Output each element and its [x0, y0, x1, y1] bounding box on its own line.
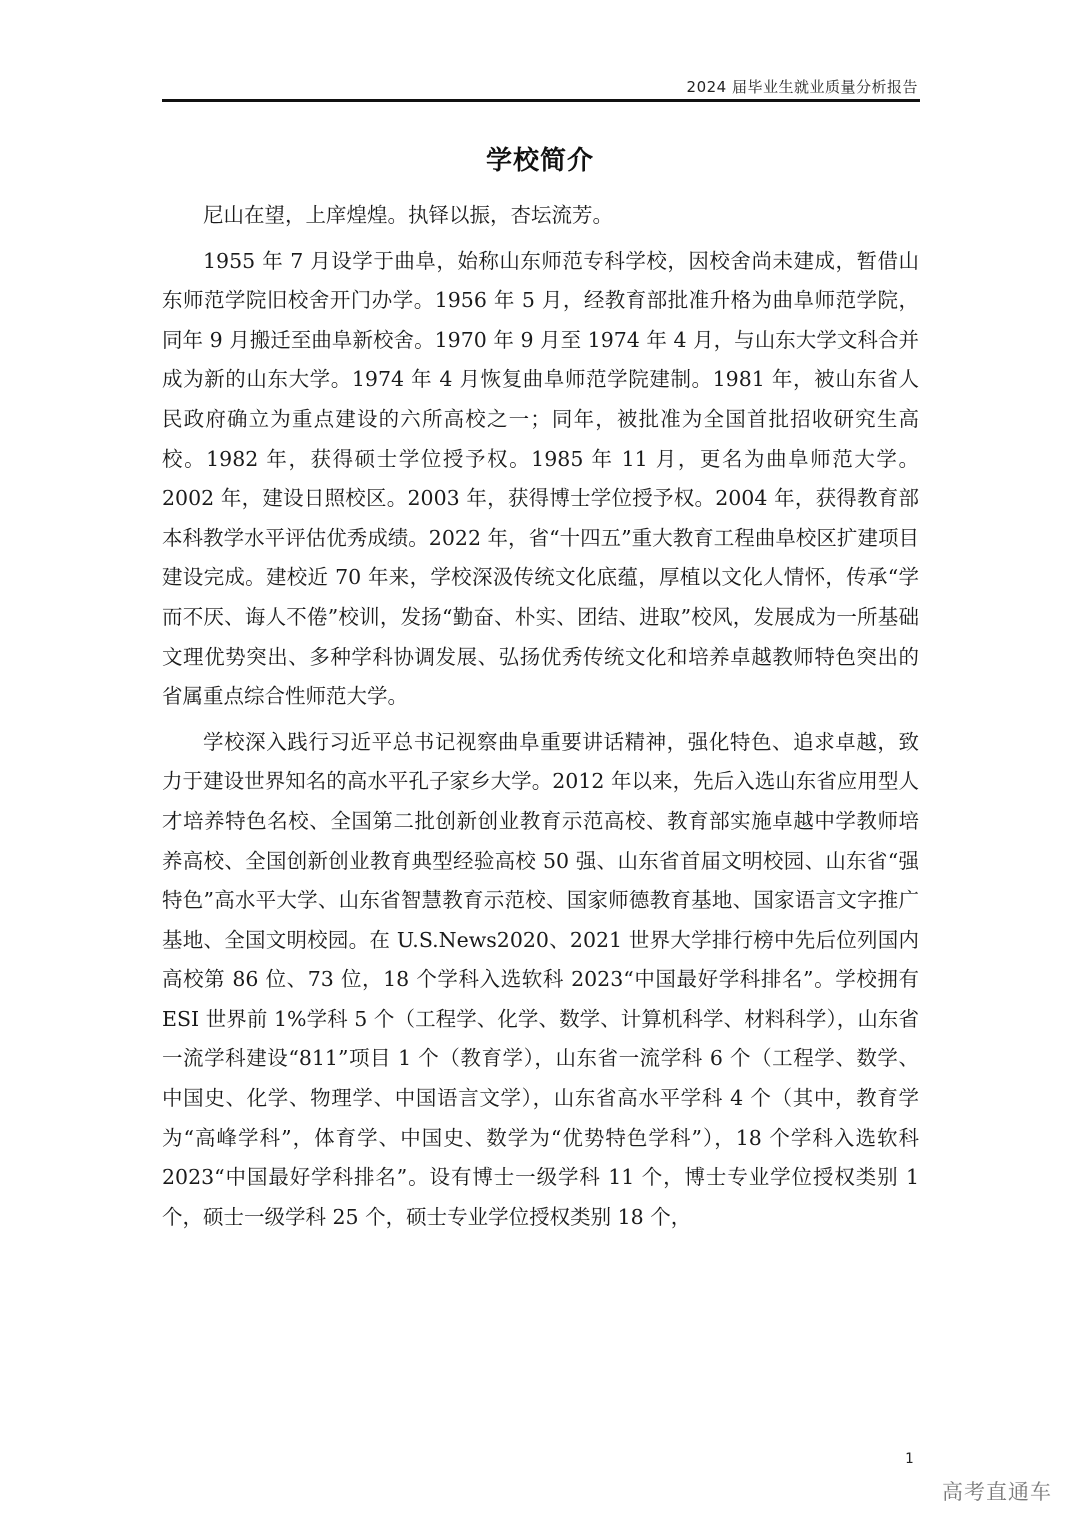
watermark: 高考直通车: [942, 1480, 1052, 1504]
header-divider: [162, 99, 920, 102]
page-number: 1: [905, 1451, 914, 1467]
paragraph-motto: 尼山在望，上庠煌煌。执铎以振，杏坛流芳。: [203, 203, 613, 227]
running-header: 2024 届毕业生就业质量分析报告: [686, 78, 918, 96]
section-title: 学校简介: [485, 146, 594, 176]
body-text: [162, 196, 919, 1243]
paragraph-history: 1955 年 7 月设学于曲阜，始称山东师范专科学校，因校舍尚未建成，暂借山东师范学院旧校舍开门办学。1956 年 5 月，经教育部批准升格为曲阜师范学院，同年 9 月搬迁至曲阜新校舍。1970 年 9 月至 1974 年 4 月，与山东大学文科合并成为新的山东大学。1974 年 4 月恢复曲阜师范学院建制。1981 年，被山东省人民政府确立为重点建设的六所高校之一；同年，被批准为全国首批招收研究生高校。1982 年，获得硕士学位授予权。1985 年 11 月，更名为曲阜师范大学。2002 年，建设日照校区。2003 年，获得博士学位授予权。2004 年，获得教育部本科教学水平评估优秀成绩。2022 年，省“十四五”重大教育工程曲阜校区扩建项目建设完成。建校近 70 年来，学校深汲传统文化底蕴，厚植以文化人情怀，传承“学而不厌、诲人不倦”校训，发扬“勤奋、朴实、团结、进取”校风，发展成为一所基础文理优势突出、多种学科协调发展、弘扬优秀传统文化和培养卓越教师特色突出的省属重点综合性师范大学。: [162, 248, 919, 709]
paragraph-achievements: 学校深入践行习近平总书记视察曲阜重要讲话精神，强化特色、追求卓越，致力于建设世界知名的高水平孔子家乡大学。2012 年以来，先后入选山东省应用型人才培养特色名校、全国第二批创新创业教育示范高校、教育部实施卓越中学教师培养高校、全国创新创业教育典型经验高校 50 强、山东省首届文明校园、山东省“强特色”高水平大学、山东省智慧教育示范校、国家师德教育基地、国家语言文字推广基地、全国文明校园。在 U.S.News2020、2021 世界大学排行榜中先后位列国内高校第 86 位、73 位，18 个学科入选软科 2023“中国最好学科排名”。学校拥有 ESI 世界前 1%学科 5 个（工程学、化学、数学、计算机科学、材料科学），山东省一流学科建设“811”项目 1 个（教育学），山东省一流学科 6 个（工程学、数学、中国史、化学、物理学、中国语言文学），山东省高水平学科 4 个（其中，教育学为“高峰学科”，体育学、中国史、数学为“优势特色学科”），18 个学科入选软科 2023“中国最好学科排名”。设有博士一级学科 11 个，博士专业学位授权类别 1 个，硕士一级学科 25 个，硕士专业学位授权类别 18 个，: [162, 729, 919, 1229]
